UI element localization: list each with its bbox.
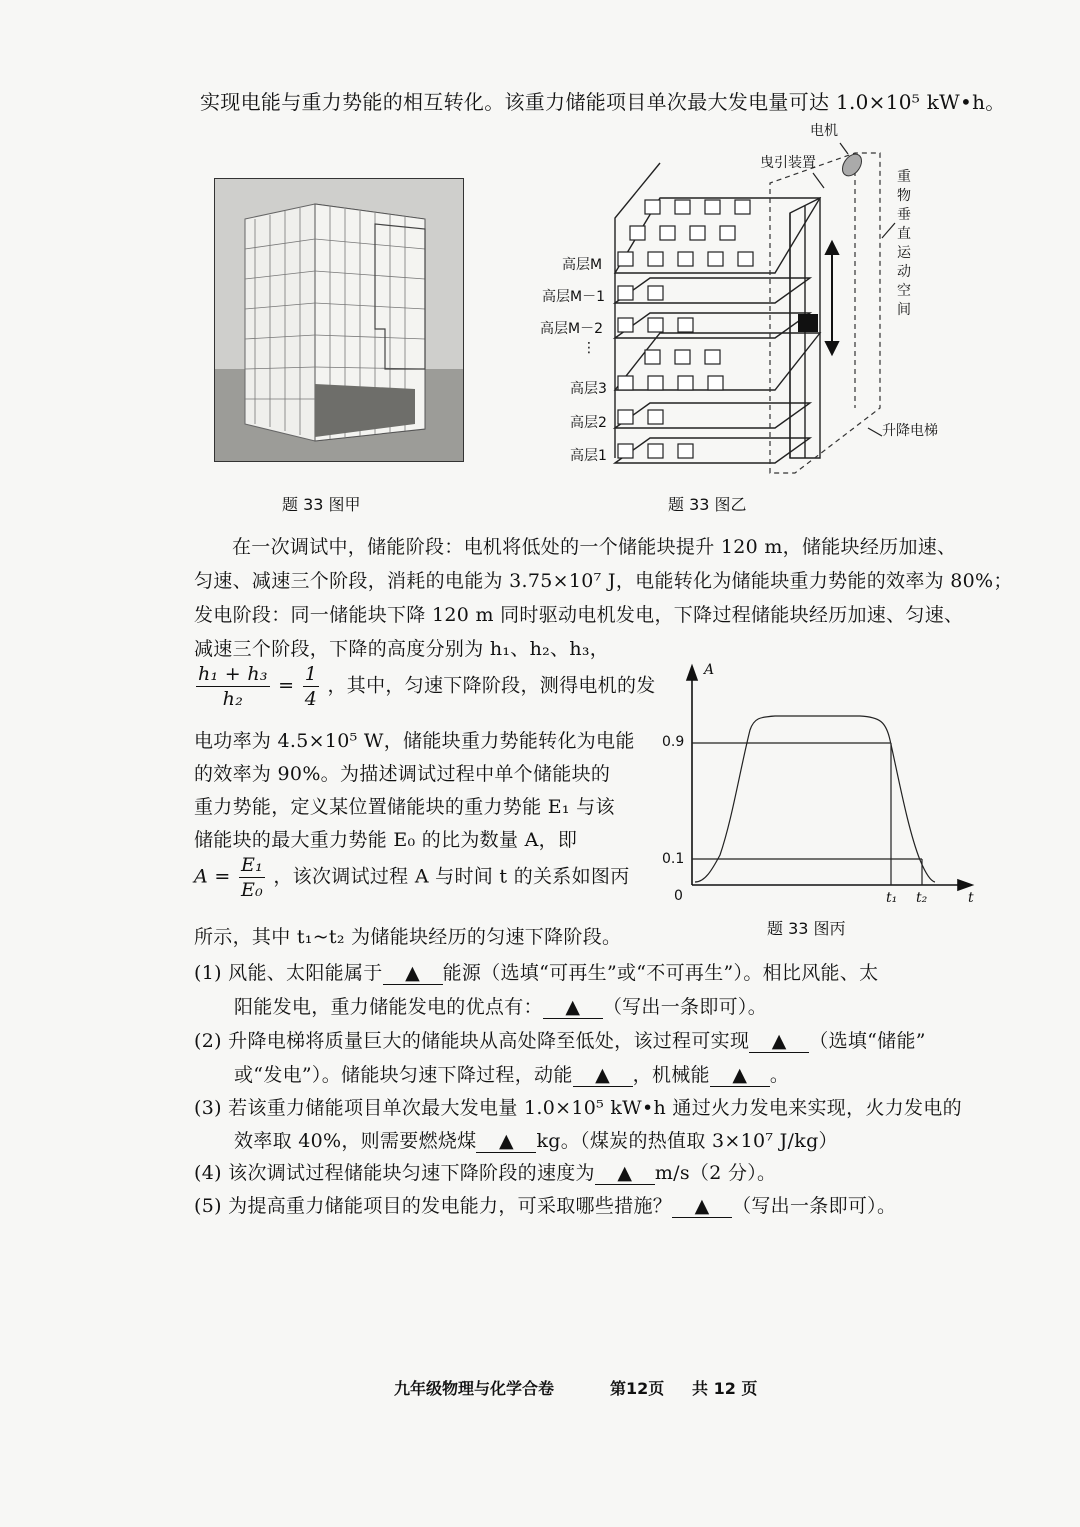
para1-line1: 在一次调试中，储能阶段：电机将低处的一个储能块提升 120 m，储能块经历加速、 [232, 536, 957, 558]
footer-subject: 九年级物理与化学合卷 [394, 1379, 555, 1398]
question-5 [194, 1191, 896, 1218]
graph-t2-label: t₂ [916, 890, 928, 906]
q1-blank-2[interactable]: ▲ [543, 996, 603, 1019]
label-floor-m: 高层M [562, 257, 603, 273]
para2-line1: 电功率为 4.5×10⁵ W，储能块重力势能转化为电能 [194, 730, 635, 752]
figure-b-diagram [530, 118, 960, 478]
label-floor-3: 高层3 [570, 381, 607, 397]
q2-blank-2[interactable]: ▲ [573, 1064, 633, 1087]
figure-a-photo [214, 178, 464, 462]
para2-first: ，其中，匀速下降阶段，测得电机的发 [327, 674, 656, 697]
graph-y-axis-label: A [704, 662, 715, 678]
figure-c-graph [650, 660, 990, 920]
q2a-post: （选填“储能” [809, 1030, 926, 1052]
q5-blank[interactable]: ▲ [672, 1195, 732, 1218]
q4-blank[interactable]: ▲ [595, 1162, 655, 1185]
q2b-pre: 或“发电”）。储能块匀速下降过程，动能 [234, 1064, 573, 1086]
fraction-h-numerator: h₁ + h₃ [198, 663, 268, 685]
q3-blank[interactable]: ▲ [476, 1130, 536, 1153]
fraction-line: $\frac{\text{h₁ + h₃}}{\text{h₂}}$ = $\frac{1}{4}$ ，其中，匀速下降阶段，测得电机的发 [198, 663, 656, 710]
label-elevator: 升降电梯 [882, 423, 938, 439]
fraction-e [239, 853, 265, 902]
q2-blank-1[interactable]: ▲ [749, 1030, 809, 1053]
label-floor-2: 高层2 [570, 415, 607, 431]
para1-line3: 发电阶段：同一储能块下降 120 m 同时驱动电机发电，下降过程储能块经历加速、匀速、 [194, 604, 964, 626]
q1a-post: 能源（选填“可再生”或“不可再生”）。相比风能、太 [442, 962, 879, 984]
fraction-quarter-numerator: 1 [304, 663, 318, 685]
label-floor-m-2: 高层M－2 [540, 321, 603, 337]
q4-pre: (4) 该次调试过程储能块匀速下降阶段的速度为 [194, 1162, 595, 1184]
graph-origin: 0 [674, 888, 683, 904]
fraction-h [196, 662, 270, 711]
figure-a-caption: 题 33 图甲 [282, 495, 361, 514]
definition-line [194, 853, 630, 902]
label-floor-1: 高层1 [570, 448, 607, 464]
question-4 [194, 1158, 776, 1185]
question-1-line2 [234, 992, 767, 1019]
a-equals: A = [194, 865, 231, 888]
para1-line2: 匀速、减速三个阶段，消耗的电能为 3.75×10⁷ J，电能转化为储能块重力势能的效率为 80%； [194, 570, 1013, 592]
q5-post: （写出一条即可）。 [732, 1195, 897, 1217]
q3b-post: kg。（煤炭的热值取 3×10⁷ J/kg） [536, 1130, 838, 1152]
fraction-quarter [303, 662, 319, 711]
para3-first: ，该次调试过程 A 与时间 t 的关系如图丙 [273, 865, 630, 888]
graph-x-axis-label: t [968, 890, 974, 906]
q2b-mid: ，机械能 [632, 1064, 710, 1086]
question-1-line1 [194, 958, 878, 985]
question-3-line2 [234, 1126, 838, 1153]
para2-line3: 重力势能，定义某位置储能块的重力势能 E₁ 与该 [194, 796, 615, 818]
question-2-line1 [194, 1026, 926, 1053]
fraction-e-denominator: E₀ [240, 879, 264, 901]
label-vertical-space: 重物垂直运动空间 [897, 169, 911, 318]
q2-blank-3[interactable]: ▲ [710, 1064, 770, 1087]
q1b-post: （写出一条即可）。 [602, 996, 768, 1018]
q2b-post: 。 [769, 1064, 790, 1086]
label-motor: 电机 [810, 123, 838, 139]
q3b-pre: 效率取 40%，则需要燃烧煤 [234, 1130, 477, 1152]
graph-t1-label: t₁ [886, 890, 898, 906]
label-floor-dots: ⋮ [582, 340, 596, 356]
para2-line4: 储能块的最大重力势能 E₀ 的比为数量 A，即 [194, 829, 578, 851]
fraction-e-numerator: E₁ [240, 854, 264, 876]
q1b-pre: 阳能发电，重力储能发电的优点有： [234, 996, 543, 1018]
label-floor-m-1: 高层M－1 [542, 289, 605, 305]
para3-last: 所示，其中 t₁~t₂ 为储能块经历的匀速下降阶段。 [194, 926, 622, 948]
fraction-quarter-denominator: 4 [304, 688, 318, 710]
q1a-pre: (1) 风能、太阳能属于 [194, 962, 383, 984]
a-t-graph [650, 660, 990, 920]
building-illustration [215, 179, 463, 461]
fraction-h-denominator: h₂ [222, 688, 244, 710]
footer-page: 第12页 [610, 1379, 665, 1398]
graph-y-tick-high: 0.9 [662, 734, 685, 750]
q2a-pre: (2) 升降电梯将质量巨大的储能块从高处降至低处，该过程可实现 [194, 1030, 750, 1052]
footer-total: 共 12 页 [692, 1379, 758, 1398]
q5-pre: (5) 为提高重力储能项目的发电能力，可采取哪些措施？ [194, 1195, 673, 1217]
figure-c-caption: 题 33 图丙 [767, 919, 846, 938]
label-traction: 曳引装置 [760, 155, 816, 171]
intro-line: 实现电能与重力势能的相互转化。该重力储能项目单次最大发电量可达 1.0×10⁵ kW•h。 [200, 90, 1006, 114]
question-3-line1: (3) 若该重力储能项目单次最大发电量 1.0×10⁵ kW•h 通过火力发电来实现，火力发电的 [194, 1097, 962, 1119]
graph-y-tick-low: 0.1 [662, 851, 685, 867]
q1-blank-1[interactable]: ▲ [383, 962, 443, 985]
para1-line4: 减速三个阶段，下降的高度分别为 h₁、h₂、h₃， [194, 638, 610, 660]
para2-line2: 的效率为 90%。为描述调试过程中单个储能块的 [194, 763, 611, 785]
q4-post: m/s（2 分）。 [654, 1162, 777, 1184]
question-2-line2 [234, 1060, 789, 1087]
figure-b-caption: 题 33 图乙 [668, 495, 747, 514]
